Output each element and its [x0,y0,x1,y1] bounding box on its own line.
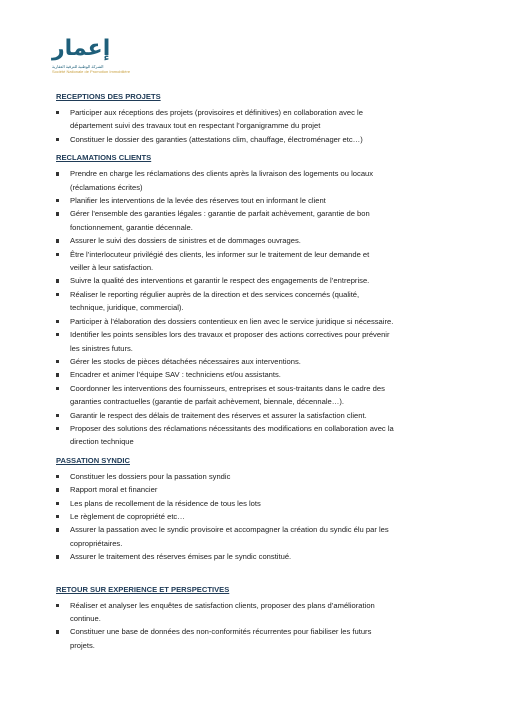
section-title-receptions: RECEPTIONS DES PROJETS [56,92,161,101]
bullet-icon [56,502,59,505]
bullet-icon [56,373,59,376]
list-item: Assurer la passation avec le syndic provisoire et accompagner la création du syndic élu par les [56,523,456,536]
bullet-icon [56,320,59,323]
section-list-retour-experience [56,599,456,653]
list-item: Identifier les points sensibles lors des travaux et proposer des actions correctives pour prévenir [56,328,456,341]
bullet-icon [56,253,59,256]
section-title-retour-experience: RETOUR SUR EXPERIENCE ET PERSPECTIVES [56,584,230,594]
logo-subtitle-french: Société Nationale de Promotion Immobilière [52,69,131,74]
list-item-continuation: département suivi des travaux tout en respectant l’organigramme du projet [70,121,321,131]
section-list-receptions [56,106,456,146]
list-item: Gérer les stocks de pièces détachées nécessaires aux interventions. [56,355,456,368]
bullet-icon [56,279,59,282]
list-item: Assurer le suivi des dossiers de sinistres et de dommages ouvrages. [56,234,456,247]
list-item: Constituer une base de données des non-conformités récurrentes pour fiabiliser les futurs [56,625,456,638]
list-item: Planifier les interventions de la levée des réserves tout en informant le client [56,194,456,207]
list-item: Assurer le traitement des réserves émises par le syndic constitué. [56,550,456,563]
list-item-continuation: veiller à leur satisfaction. [70,263,154,273]
bullet-icon [56,172,59,175]
list-item: Coordonner les interventions des fournisseurs, entreprises et sous-traitants dans le cadre des [56,382,456,395]
list-item: Constituer le dossier des garanties (attestations clim, chauffage, électroménager etc…) [56,133,456,146]
list-item: Suivre la qualité des interventions et garantir le respect des engagements de l’entreprise. [56,274,456,287]
bullet-icon [56,212,59,215]
bullet-icon [56,414,59,417]
bullet-icon [56,111,59,114]
list-item-continuation: fonctionnement, garantie décennale. [70,222,193,232]
bullet-icon [56,387,59,390]
bullet-icon [56,239,59,242]
section-list-reclamations [56,167,456,449]
list-item-continuation: copropriétaires. [70,538,123,548]
bullet-icon [56,360,59,363]
list-item: Prendre en charge les réclamations des clients après la livraison des logements ou locaux [56,167,456,180]
section-list-passation-syndic [56,470,456,564]
section-title-reclamations: RECLAMATIONS CLIENTS [56,153,152,163]
list-item: Participer aux réceptions des projets (provisoires et définitives) en collaboration avec le [56,106,456,119]
bullet-icon [56,475,59,478]
list-item: Réaliser le reporting régulier auprès de la direction et des services concernés (qualité, [56,288,456,301]
list-item: Participer à l’élaboration des dossiers contentieux en lien avec le service juridique si nécessaire. [56,315,456,328]
list-item: Garantir le respect des délais de traitement des réserves et assurer la satisfaction client. [56,409,456,422]
bullet-icon [56,630,59,633]
bullet-icon [56,199,59,202]
list-item-continuation: les sinistres futurs. [70,343,133,353]
bullet-icon [56,293,59,296]
list-item-continuation: direction technique [70,437,134,447]
list-item-continuation: continue. [70,614,101,623]
bullet-icon [56,515,59,518]
bullet-icon [56,427,59,430]
bullet-icon [56,138,59,141]
list-item: Le règlement de copropriété etc… [56,510,456,523]
logo-subtitle-arabic: الشركة الوطنية للترقية العقارية [52,64,104,69]
list-item: Proposer des solutions des réclamations nécessitants des modifications en collaboration avec la [56,422,456,435]
list-item: Constituer les dossiers pour la passation syndic [56,470,456,483]
list-item-continuation: garanties contractuelles (garantie de parfait achèvement, biennale, décennale…). [70,397,344,407]
logo-arabic-text: إعمار [52,36,111,61]
bullet-icon [56,555,59,558]
company-logo [52,36,131,78]
section-title-passation-syndic: PASSATION SYNDIC [56,455,130,465]
list-item: Réaliser et analyser les enquêtes de satisfaction clients, proposer des plans d’amélioration [56,599,456,612]
bullet-icon [56,604,59,607]
list-item: Les plans de recollement de la résidence de tous les lots [56,497,456,510]
bullet-icon [56,528,59,531]
bullet-icon [56,488,59,491]
list-item: Être l’interlocuteur privilégié des clients, les informer sur le traitement de leur demande et [56,248,456,261]
bullet-icon [56,333,59,336]
list-item: Gérer l’ensemble des garanties légales : garantie de parfait achèvement, garantie de bon [56,207,456,220]
list-item-continuation: projets. [70,640,95,650]
list-item: Rapport moral et financier [56,483,456,496]
list-item-continuation: (réclamations écrites) [70,182,143,192]
list-item-continuation: technique, juridique, commercial). [70,303,184,313]
document-body [56,91,456,658]
list-item: Encadrer et animer l’équipe SAV : techniciens et/ou assistants. [56,368,456,381]
